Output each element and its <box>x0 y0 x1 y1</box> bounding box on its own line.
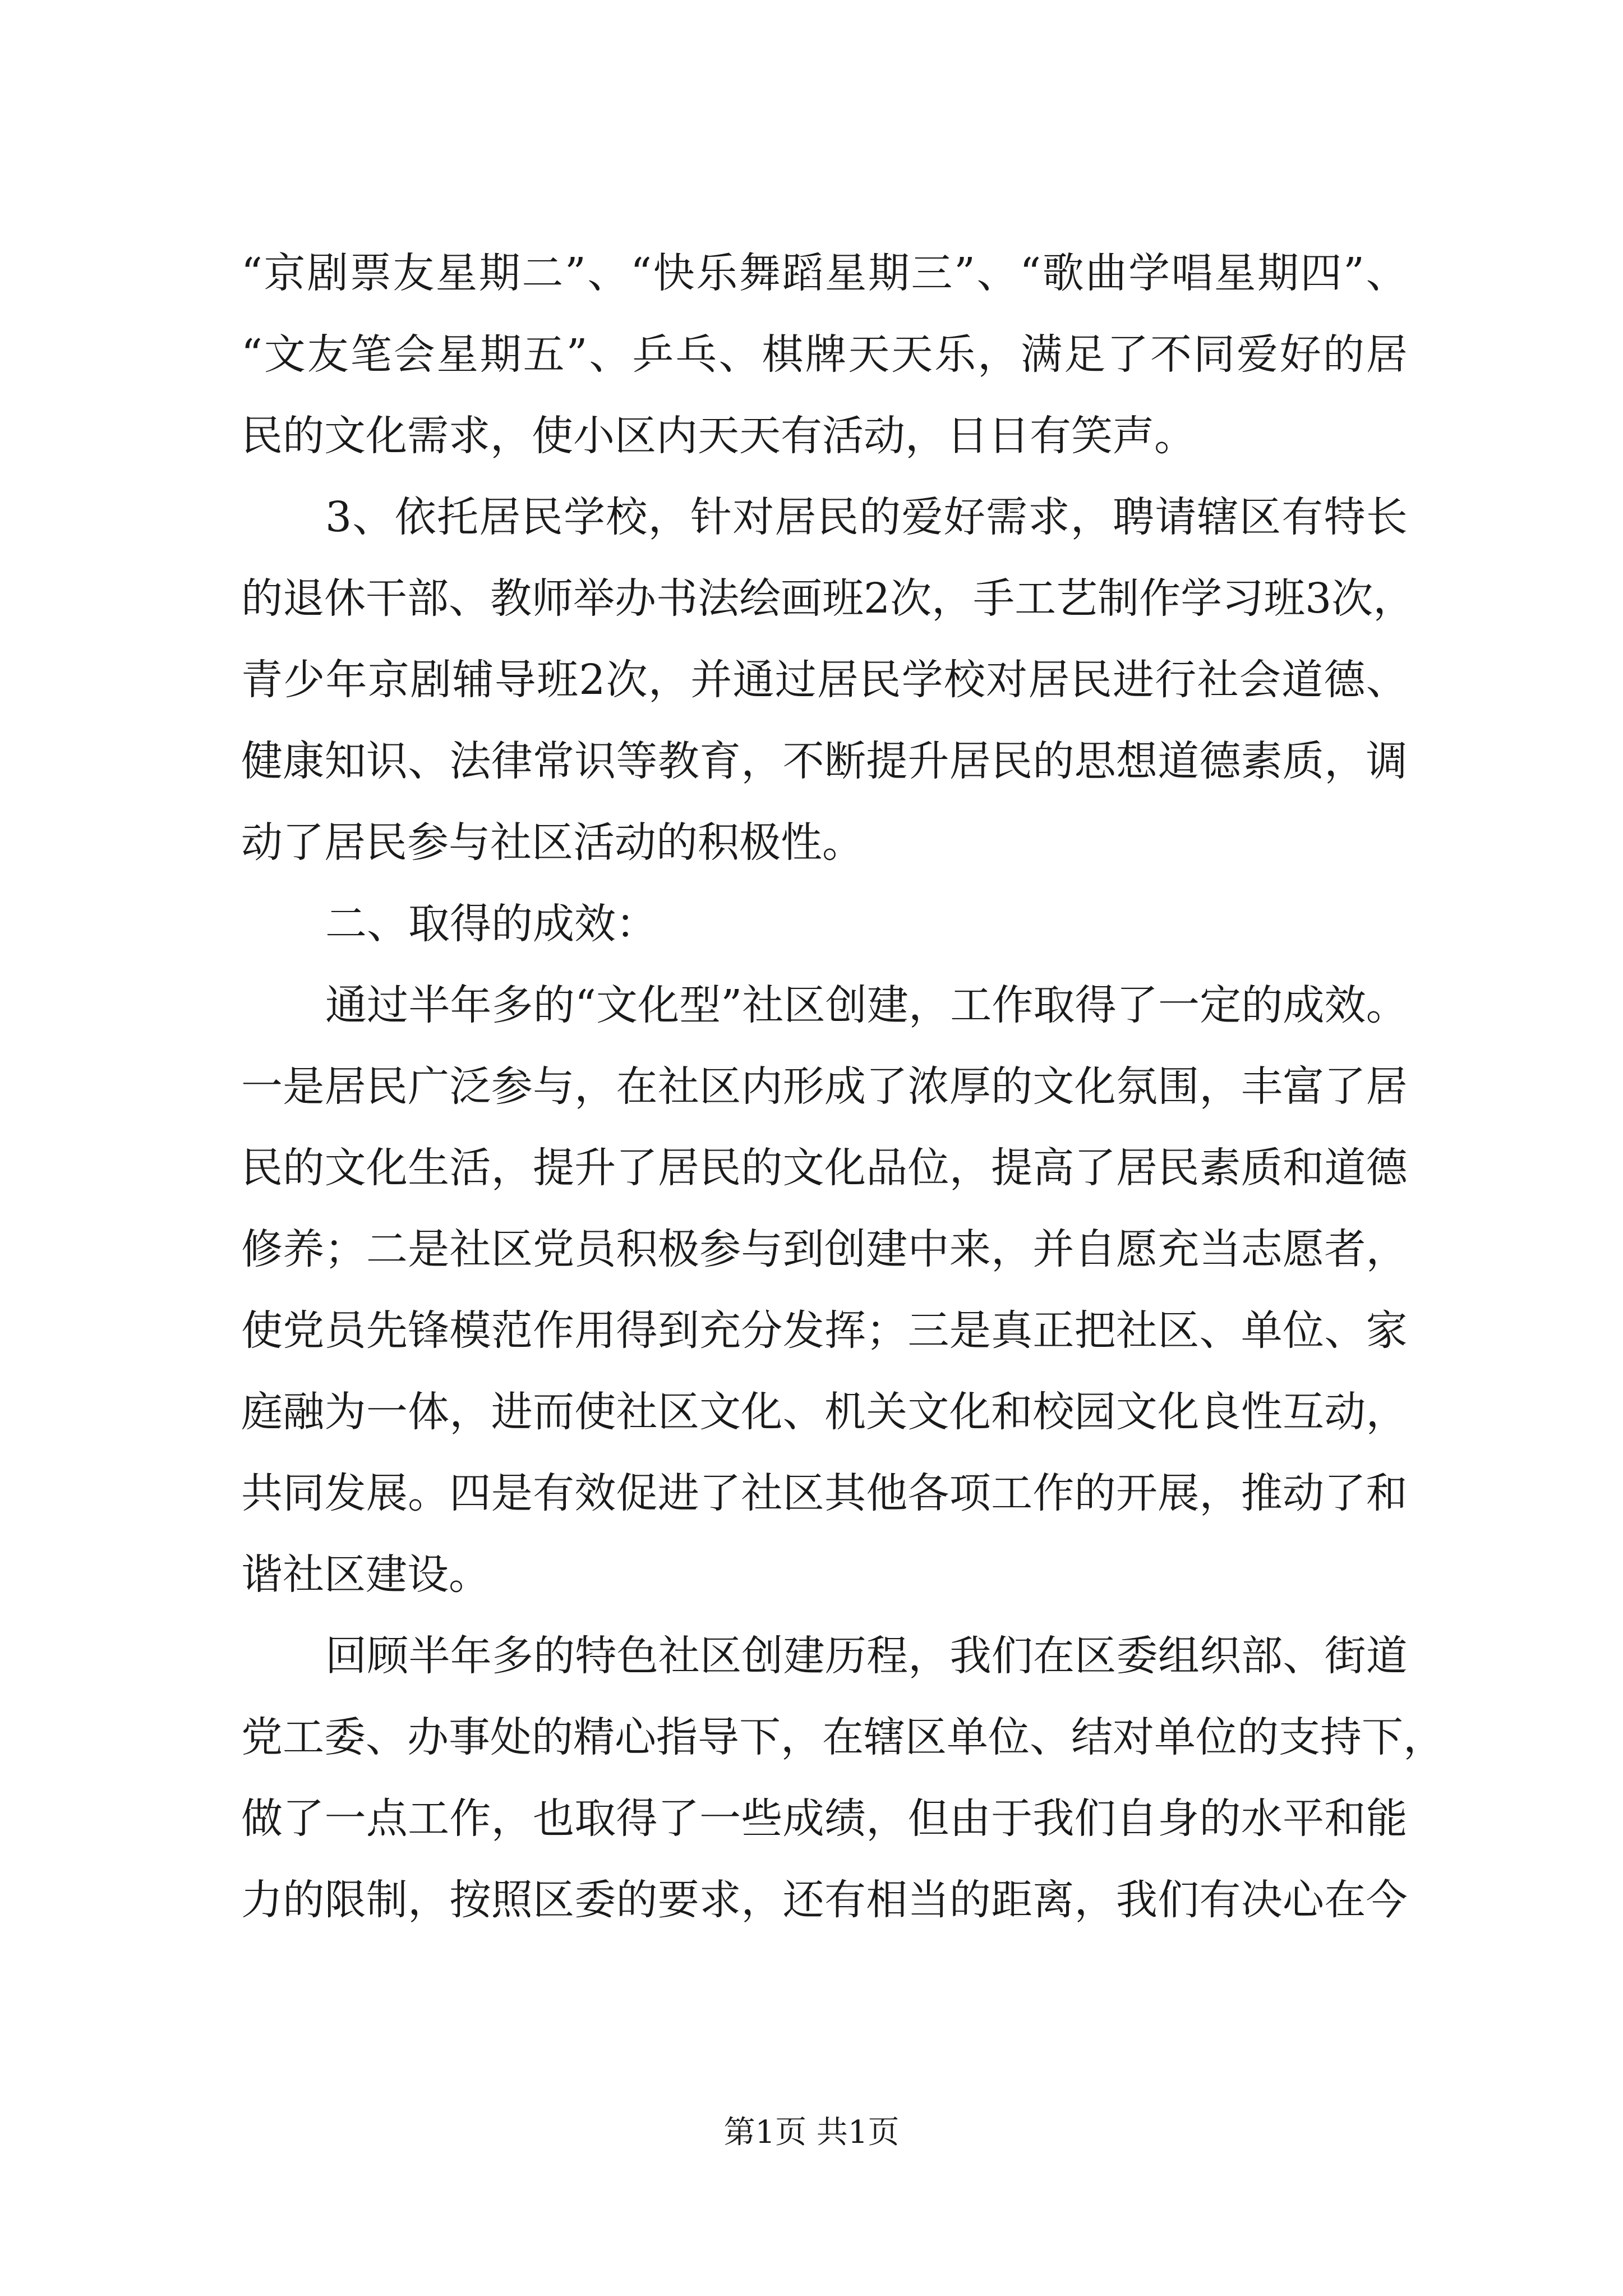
text-line: 健 康 知 识 、 法 律 常 识 等 教 育 ， 不 断 提 升 居 民 的 思 想 道 德 素 质 ， 调 <box>241 737 1408 785</box>
text-line: 的 退 休 干 部 、 教 师 举 办 书 法 绘 画 班 2 次 ， 手 工 艺 制 作 学 习 班 3 次 ， <box>241 574 1415 623</box>
text-line: 修 养 ； 二 是 社 区 党 员 积 极 参 与 到 创 建 中 来 ， 并 自 愿 充 当 志 愿 者 ， <box>241 1225 1408 1273</box>
text-line: 一 是 居 民 广 泛 参 与 ， 在 社 区 内 形 成 了 浓 厚 的 文 化 氛 围 ， 丰 富 了 居 <box>241 1062 1408 1111</box>
text-line: 做 了 一 点 工 作 ， 也 取 得 了 一 些 成 绩 ， 但 由 于 我 们 自 身 的 水 平 和 能 <box>241 1795 1408 1843</box>
text-line: 回 顾 半 年 多 的 特 色 社 区 创 建 历 程 ， 我 们 在 区 委 组 织 部 、 街 道 <box>325 1632 1408 1680</box>
text-line: “ 文 友 笔 会 星 期 五 ” 、 乒 乓 、 棋 牌 天 天 乐 ， 满 足 了 不 同 爱 好 的 居 <box>241 330 1408 379</box>
text-line: 3 、 依 托 居 民 学 校 ， 针 对 居 民 的 爱 好 需 求 ， 聘 请 辖 区 有 特 长 <box>325 493 1408 541</box>
text-line: 青 少 年 京 剧 辅 导 班 2 次 ， 并 通 过 居 民 学 校 对 居 民 进 行 社 会 道 德 、 <box>241 656 1408 704</box>
text-line: 二 、 取 得 的 成 效 ： <box>325 900 657 948</box>
text-line: 动 了 居 民 参 与 社 区 活 动 的 积 极 性 。 <box>241 818 864 867</box>
text-line: 使 党 员 先 锋 模 范 作 用 得 到 充 分 发 挥 ； 三 是 真 正 把 社 区 、 单 位 、 家 <box>241 1306 1408 1355</box>
text-line: 通 过 半 年 多 的 “ 文 化 型 ” 社 区 创 建 ， 工 作 取 得 了 一 定 的 成 效 。 <box>325 981 1408 1029</box>
text-line: 共 同 发 展 。 四 是 有 效 促 进 了 社 区 其 他 各 项 工 作 的 开 展 ， 推 动 了 和 <box>241 1469 1408 1517</box>
text-line: 谐 社 区 建 设 。 <box>241 1550 490 1599</box>
text-line: 党 工 委 、 办 事 处 的 精 心 指 导 下 ， 在 辖 区 单 位 、 结 对 单 位 的 支 持 下 ， <box>241 1713 1445 1761</box>
page-footer: 第1页 共1页 <box>723 2114 900 2151</box>
text-line: “ 京 剧 票 友 星 期 二 ” 、 “ 快 乐 舞 蹈 星 期 三 ” 、 “ 歌 曲 学 唱 星 期 四 ” 、 <box>241 249 1408 297</box>
text-line: 力 的 限 制 ， 按 照 区 委 的 要 求 ， 还 有 相 当 的 距 离 ， 我 们 有 决 心 在 今 <box>241 1876 1408 1924</box>
document-body <box>241 233 1445 1941</box>
text-line: 民 的 文 化 需 求 ， 使 小 区 内 天 天 有 活 动 ， 日 日 有 笑 声 。 <box>241 412 1196 460</box>
text-line: 庭 融 为 一 体 ， 进 而 使 社 区 文 化 、 机 关 文 化 和 校 园 文 化 良 性 互 动 ， <box>241 1388 1408 1436</box>
text-line: 民 的 文 化 生 活 ， 提 升 了 居 民 的 文 化 品 位 ， 提 高 了 居 民 素 质 和 道 德 <box>241 1144 1408 1192</box>
